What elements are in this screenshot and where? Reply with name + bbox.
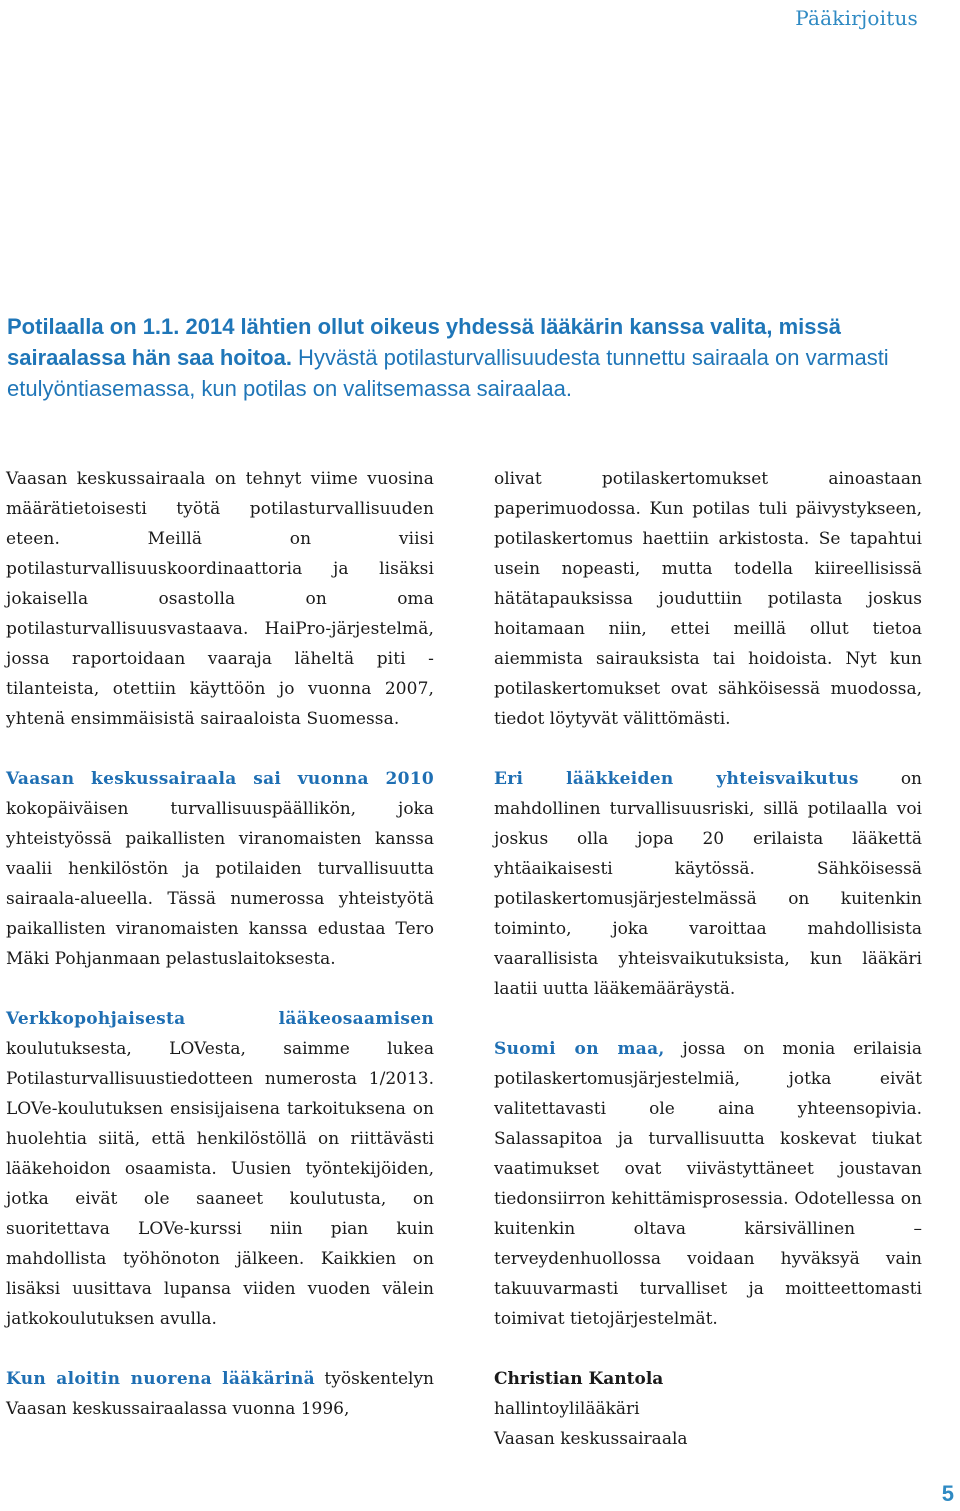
signature-name: Christian Kantola [494,1369,664,1389]
signature-block [494,1364,922,1454]
left-paragraph-4 [6,1364,434,1424]
right-paragraph-2-kicker: Eri lääkkeiden yhteisvaikutus [494,769,859,789]
right-paragraph-2-text: on mahdollinen turvallisuusriski, sillä potilaalla voi joskus olla jopa 20 erilaista lääkettä yhtäaikaisesti käytössä. Sähköisessä potilaskertomusjärjestelmässä on kuitenkin toiminto, joka varoittaa mahdollisista vaarallisista yhteisvaikutuksista, kun lääkäri laatii uutta lääkemääräystä. [494,769,923,999]
left-paragraph-4-kicker: Kun aloitin nuorena lääkärinä [6,1369,315,1389]
left-column [6,464,434,1454]
left-paragraph-3 [6,1004,434,1334]
right-paragraph-3 [494,1034,922,1334]
left-paragraph-3-text: koulutuksesta, LOVesta, saimme lukea Potilasturvallisuustiedotteen numerosta 1/2013. LOVe-koulutuksen ensisijaisena tarkoituksena on huolehtia siitä, että henkilöstöllä on riittävästi lääkehoidon osaamista. Uusien työntekijöiden, jotka eivät ole saaneet koulutusta, on suoritettava LOVe-kurssi niin pian kuin mahdollista työhönoton jälkeen. Kaikkien on lisäksi uusittava lupansa viiden vuoden välein jatkokoulutuksen avulla. [6,1039,434,1329]
page-number: 5 [941,1481,954,1506]
left-paragraph-3-kicker: Verkkopohjaisesta lääkeosaamisen [6,1009,434,1029]
signature-title: hallintoylilääkäri [494,1399,640,1419]
left-paragraph-1: Vaasan keskussairaala on tehnyt viime vuosina määrätietoisesti työtä potilasturvallisuuden eteen. Meillä on viisi potilasturvallisuuskoordinaattoria ja lisäksi jokaisella osastolla on oma potilasturvallisuusvastaava. HaiPro-järjestelmä, jossa raportoidaan vaaraja läheltä piti -tilanteista, otettiin käyttöön jo vuonna 2007, yhtenä ensimmäisistä sairaaloista Suomessa. [6,469,434,729]
left-paragraph-2-text: kokopäiväisen turvallisuuspäällikön, joka yhteistyössä paikallisten viranomaisten kanssa vaalii henkilöstön ja potilaiden turvallisuutta sairaala-alueella. Tässä numerossa yhteistyötä paikallisten viranomaisten kanssa edustaa Tero Mäki Pohjanmaan pelastuslaitoksesta. [6,799,434,969]
right-paragraph-1: olivat potilaskertomukset ainoastaan paperimuodossa. Kun potilas tuli päivystykseen, potilaskertomus haettiin arkistosta. Se tapahtui usein nopeasti, mutta todella kiireellisissä hätätapauksissa jouduttiin potilasta joskus hoitamaan niin, ettei meillä ollut tietoa aiemmista sairauksista tai hoidoista. Nyt kun potilaskertomukset ovat sähköisessä muodossa, tiedot löytyvät välittömästi. [494,469,922,729]
right-column [494,464,922,1454]
lead-paragraph [7,311,907,404]
right-paragraph-3-text: jossa on monia erilaisia potilaskertomusjärjestelmiä, jotka eivät valitettavasti ole aina yhteensopivia. Salassapitoa ja turvallisuutta koskevat tiukat vaatimukset ovat viivästyttäneet joustavan tiedonsiirron kehittämisprosessia. Odotellessa on kuitenkin oltava kärsivällinen – terveydenhuollossa voidaan hyväksyä vain takuuvarmasti turvalliset ja moitteettomasti toimivat tietojärjestelmät. [494,1039,923,1329]
right-paragraph-2 [494,764,922,1004]
left-paragraph-2 [6,764,434,974]
lead-strong-text: Potilaalla on 1.1. 2014 lähtien ollut oikeus yhdessä lääkärin kanssa valita, missä sairaalassa hän saa hoitoa. [7,314,841,370]
signature-organization: Vaasan keskussairaala [494,1429,688,1449]
left-paragraph-2-kicker: Vaasan keskussairaala sai vuonna 2010 [6,769,434,789]
right-paragraph-3-kicker: Suomi on maa, [494,1039,665,1059]
left-paragraph-4-text: työskentelyn Vaasan keskussairaalassa vuonna 1996, [6,1369,434,1419]
section-label: Pääkirjoitus [795,6,918,30]
lead-rest-text: Hyvästä potilasturvallisuudesta tunnettu sairaala on varmasti etulyöntiasemassa, kun potilas on valitsemassa sairaalaa. [7,345,889,401]
